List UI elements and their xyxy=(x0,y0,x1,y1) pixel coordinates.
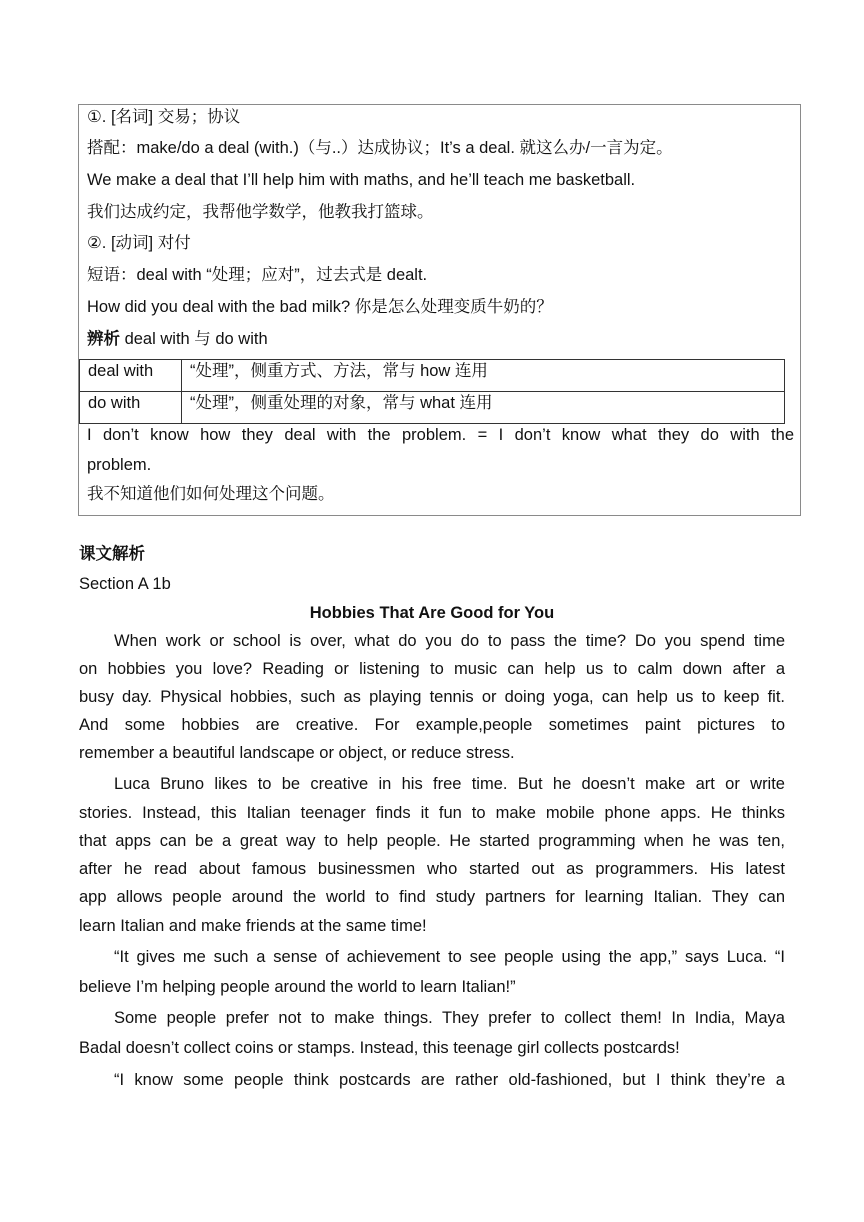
vocab-line-milk-example: How did you deal with the bad milk? 你是怎么处理变质牛奶的？ xyxy=(87,298,553,316)
analysis-text: deal with 与 do with xyxy=(120,330,268,348)
article-line: “I know some people think postcards are rather old-fashioned, but I think they’re a xyxy=(114,1071,785,1089)
vocab-box xyxy=(78,104,801,516)
vocab-line-analysis xyxy=(87,328,268,350)
analysis-label: 辨析 xyxy=(87,330,120,348)
example-sentence-cn: 我不知道他们如何处理这个问题。 xyxy=(87,485,335,503)
section-subheading: Section A 1b xyxy=(79,575,171,593)
article-line: Badal doesn’t collect coins or stamps. Instead, this teenage girl collects postcards! xyxy=(79,1039,680,1057)
comparison-table xyxy=(79,359,785,424)
table-cell-meaning: “处理”，侧重处理的对象，常与 what 连用 xyxy=(182,392,785,424)
article-line: after he read about famous businessmen who started out as programmers. His latest xyxy=(79,860,785,878)
vocab-line-noun: ①. [名词] 交易；协议 xyxy=(87,108,241,126)
section-heading: 课文解析 xyxy=(79,545,145,563)
article-line: app allows people around the world to find study partners for learning Italian. They can xyxy=(79,888,785,906)
article-line: “It gives me such a sense of achievement to see people using the app,” says Luca. “I xyxy=(114,948,785,966)
vocab-line-example-en: We make a deal that I’ll help him with maths, and he’ll teach me basketball. xyxy=(87,171,636,189)
article-line: remember a beautiful landscape or object, or reduce stress. xyxy=(79,744,515,762)
table-row xyxy=(80,360,785,392)
article-line: Some people prefer not to make things. They prefer to collect them! In India, Maya xyxy=(114,1009,785,1027)
article-line: busy day. Physical hobbies, such as playing tennis or doing yoga, can help us to keep fit. xyxy=(79,688,785,706)
vocab-line-example-cn: 我们达成约定，我帮他学数学，他教我打篮球。 xyxy=(87,203,434,221)
table-cell-phrase: do with xyxy=(80,392,182,424)
article-line: Luca Bruno likes to be creative in his free time. But he doesn’t make art or write xyxy=(114,775,785,793)
table-row xyxy=(80,392,785,424)
vocab-line-collocation: 搭配：make/do a deal (with.)（与..）达成协议；It’s a deal. 就这么办/一言为定。 xyxy=(87,139,673,157)
example-sentence-line2: problem. xyxy=(87,456,152,474)
article-line: When work or school is over, what do you do to pass the time? Do you spend time xyxy=(114,632,785,650)
vocab-line-verb: ②. [动词] 对付 xyxy=(87,234,191,252)
article-line: stories. Instead, this Italian teenager finds it fun to make mobile phone apps. He thinks xyxy=(79,804,785,822)
table-cell-meaning: “处理”，侧重方式、方法，常与 how 连用 xyxy=(182,360,785,392)
article-title: Hobbies That Are Good for You xyxy=(309,604,555,622)
article-line: And some hobbies are creative. For example,people sometimes paint pictures to xyxy=(79,716,785,734)
vocab-line-phrase: 短语：deal with “处理；应对”，过去式是 dealt. xyxy=(87,266,428,284)
table-cell-phrase: deal with xyxy=(80,360,182,392)
article-line: believe I’m helping people around the world to learn Italian!” xyxy=(79,978,516,996)
article-line: on hobbies you love? Reading or listening to music can help us to calm down after a xyxy=(79,660,785,678)
article-line: that apps can be a great way to help people. He started programming when he was ten, xyxy=(79,832,785,850)
article-line: learn Italian and make friends at the same time! xyxy=(79,917,427,935)
example-sentence-line1: I don’t know how they deal with the problem. = I don’t know what they do with the xyxy=(87,426,794,444)
